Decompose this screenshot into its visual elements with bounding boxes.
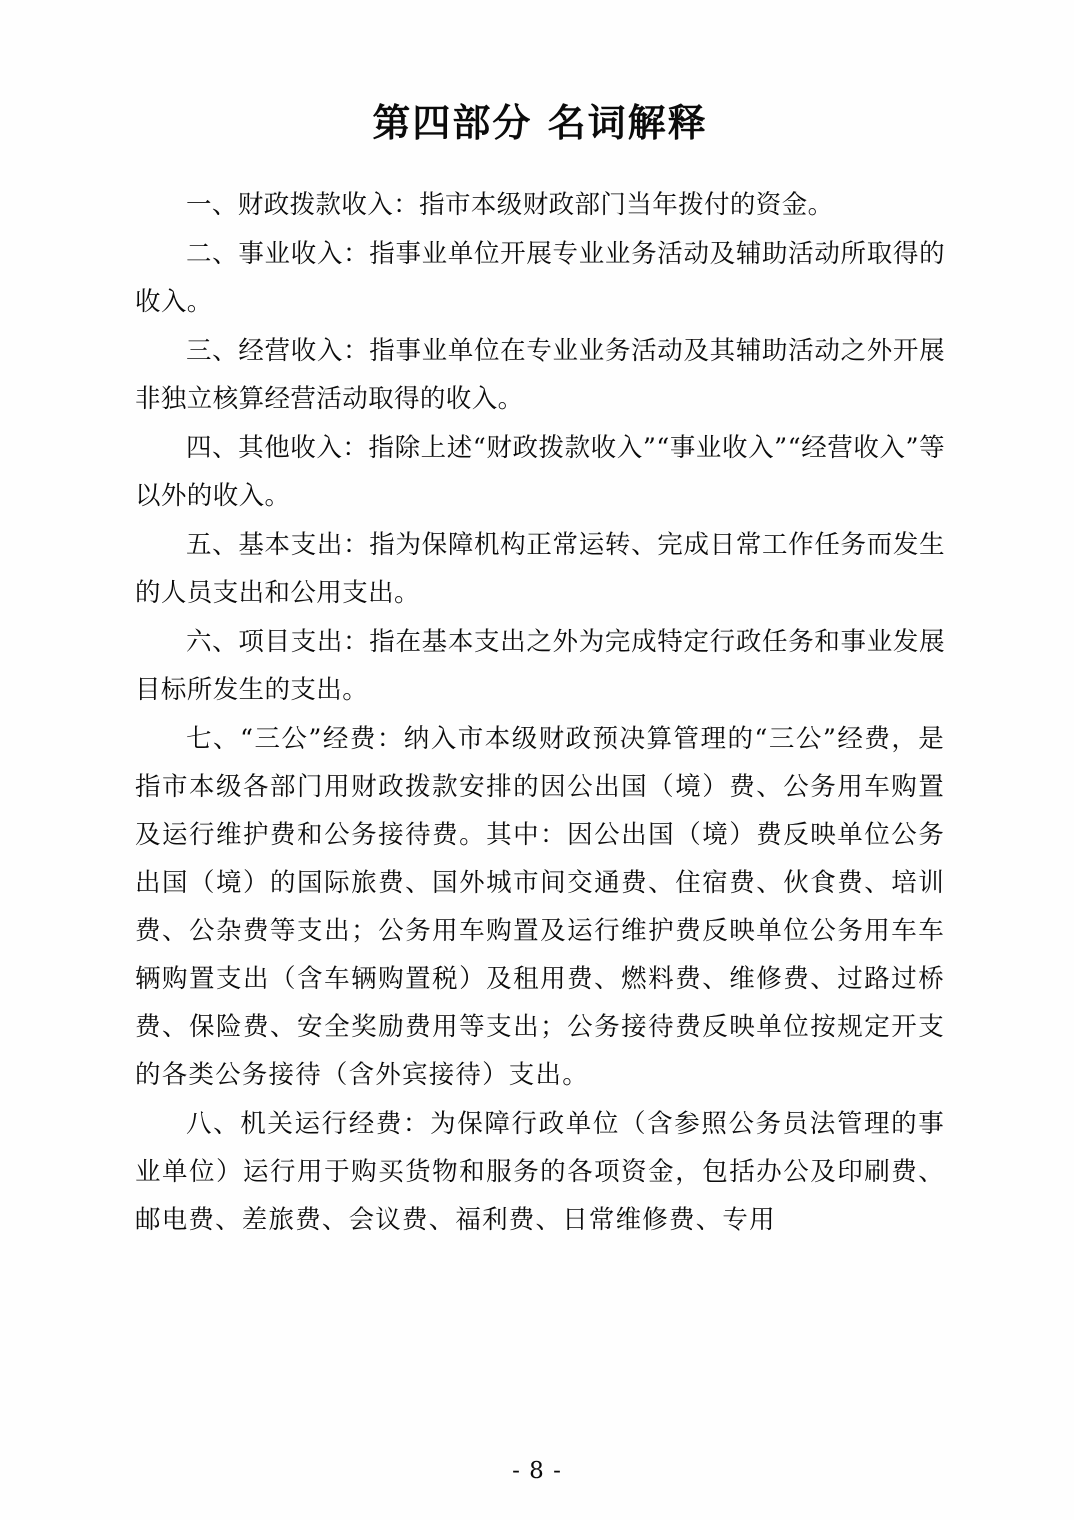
paragraph-6: 六、项目支出：指在基本支出之外为完成特定行政任务和事业发展目标所发生的支出。: [135, 627, 945, 705]
paragraph-5: 五、基本支出：指为保障机构正常运转、完成日常工作任务而发生的人员支出和公用支出。: [135, 530, 945, 608]
paragraph-3: 三、经营收入：指事业单位在专业业务活动及其辅助活动之外开展非独立核算经营活动取得的收入。: [135, 336, 945, 414]
paragraph-2: 二、事业收入：指事业单位开展专业业务活动及辅助活动所取得的收入。: [135, 239, 945, 317]
page-content: [135, 0, 945, 1245]
paragraph-4: 四、其他收入：指除上述“财政拨款收入”“事业收入”“经营收入”等以外的收入。: [135, 433, 945, 511]
paragraph-8: 八、机关运行经费：为保障行政单位（含参照公务员法管理的事业单位）运行用于购买货物和服务的各项资金，包括办公及印刷费、邮电费、差旅费、会议费、福利费、日常维修费、专用: [135, 1109, 945, 1235]
paragraph-7: 七、“三公”经费：纳入市本级财政预决算管理的“三公”经费，是指市本级各部门用财政拨款安排的因公出国（境）费、公务用车购置及运行维护费和公务接待费。其中：因公出国（境）费反映单位公务出国（境）的国际旅费、国外城市间交通费、住宿费、伙食费、培训费、公杂费等支出；公务用车购置及运行维护费反映单位公务用车车辆购置支出（含车辆购置税）及租用费、燃料费、维修费、过路过桥费、保险费、安全奖励费用等支出；公务接待费反映单位按规定开支的各类公务接待（含外宾接待）支出。: [135, 724, 945, 1090]
page-title: 第四部分 名词解释: [372, 100, 708, 145]
paragraph-1: 一、财政拨款收入：指市本级财政部门当年拨付的资金。: [186, 190, 834, 220]
page-number: - 8 -: [512, 1458, 562, 1484]
